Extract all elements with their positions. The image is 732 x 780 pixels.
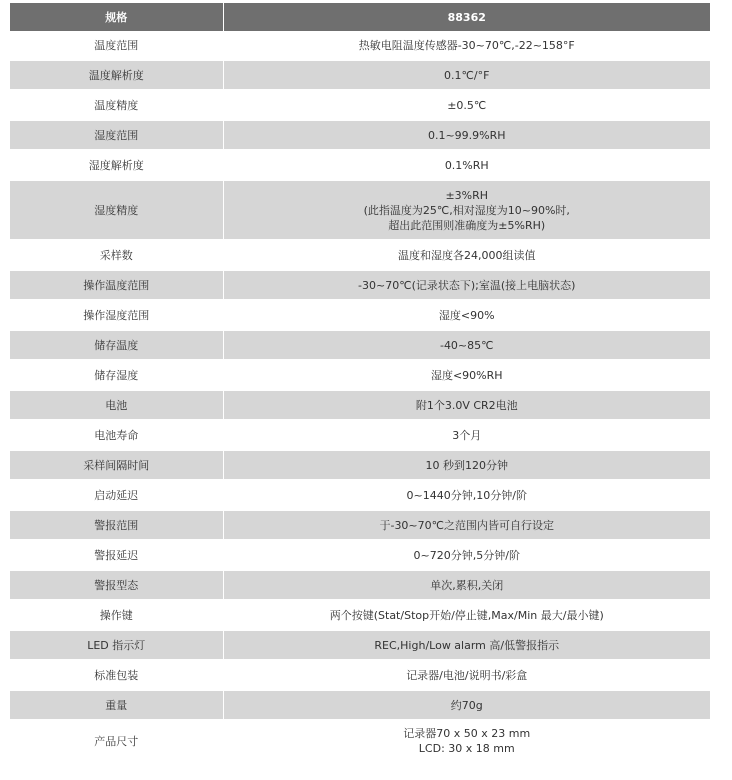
table-row: [10, 660, 710, 690]
spec-label: 标准包装: [10, 660, 223, 690]
spec-value: [223, 720, 710, 762]
table-body: [10, 31, 710, 762]
spec-value: [223, 180, 710, 240]
spec-table-container: [10, 3, 710, 763]
spec-value: [223, 360, 710, 390]
spec-label: 产品尺寸: [10, 720, 223, 762]
spec-value-line: 0~1440分钟,10分钟/阶: [406, 488, 527, 502]
spec-value: [223, 630, 710, 660]
spec-value-line: -40~85℃: [439, 338, 494, 352]
spec-value: [223, 660, 710, 690]
spec-label: 温度解析度: [10, 60, 223, 90]
spec-value-line: LCD: 30 x 18 mm: [418, 742, 515, 755]
spec-value-line: 0.1~99.9%RH: [427, 128, 506, 142]
spec-value: [223, 390, 710, 420]
table-row: [10, 270, 710, 300]
spec-value: [223, 450, 710, 480]
spec-value-line: 超出此范围则准确度为±5%RH): [388, 218, 546, 232]
spec-value-line: 记录器70 x 50 x 23 mm: [403, 727, 531, 740]
table-row: [10, 60, 710, 90]
spec-label: 湿度精度: [10, 180, 223, 240]
spec-label: 湿度解析度: [10, 150, 223, 180]
table-row: [10, 420, 710, 450]
spec-value-line: 约70g: [450, 698, 483, 712]
spec-value-line: 0~720分钟,5分钟/阶: [413, 548, 520, 562]
spec-value: [223, 90, 710, 120]
spec-label: 启动延迟: [10, 480, 223, 510]
table-row: [10, 150, 710, 180]
spec-value-line: 热敏电阻温度传感器-30~70℃,-22~158°F: [358, 38, 575, 52]
spec-value-line: 0.1%RH: [444, 158, 489, 172]
spec-value: [223, 420, 710, 450]
spec-label: 警报延迟: [10, 540, 223, 570]
spec-label: 电池寿命: [10, 420, 223, 450]
table-row: [10, 570, 710, 600]
spec-table: [10, 3, 710, 763]
spec-value: [223, 150, 710, 180]
spec-value-line: (此指温度为25℃,相对湿度为10~90%时,: [363, 203, 570, 217]
spec-value: [223, 600, 710, 630]
spec-label: 警报型态: [10, 570, 223, 600]
spec-value: [223, 300, 710, 330]
spec-value-line: REC,High/Low alarm 高/低警报指示: [374, 638, 560, 652]
spec-value-line: 两个按键(Stat/Stop开始/停止键,Max/Min 最大/最小键): [329, 608, 604, 622]
spec-label: 电池: [10, 390, 223, 420]
spec-value: [223, 120, 710, 150]
table-row: [10, 600, 710, 630]
spec-value-line: 3个月: [452, 428, 482, 442]
spec-label: 采样数: [10, 240, 223, 270]
table-header-row: [10, 3, 710, 31]
spec-value-line: ±0.5℃: [447, 98, 487, 112]
table-row: [10, 390, 710, 420]
spec-value: [223, 570, 710, 600]
table-row: [10, 240, 710, 270]
spec-label: LED 指示灯: [10, 630, 223, 660]
table-row: [10, 690, 710, 720]
table-row: [10, 300, 710, 330]
spec-value: [223, 31, 710, 60]
header-spec: 规格: [10, 3, 223, 31]
spec-label: 温度范围: [10, 31, 223, 60]
table-row: [10, 120, 710, 150]
spec-value-line: 于-30~70℃之范围内皆可自行设定: [379, 518, 555, 532]
header-model: 88362: [223, 3, 710, 31]
table-row: [10, 510, 710, 540]
spec-value: [223, 240, 710, 270]
table-row: [10, 31, 710, 60]
spec-value: [223, 510, 710, 540]
spec-value-line: 湿度<90%RH: [430, 368, 503, 382]
table-row: [10, 90, 710, 120]
spec-value-line: 10 秒到120分钟: [425, 458, 508, 472]
spec-value-line: 记录器/电池/说明书/彩盒: [406, 668, 528, 682]
spec-value: [223, 540, 710, 570]
table-row: [10, 180, 710, 240]
spec-label: 操作键: [10, 600, 223, 630]
spec-label: 温度精度: [10, 90, 223, 120]
table-row: [10, 720, 710, 762]
spec-value-line: 0.1℃/°F: [444, 68, 490, 82]
table-row: [10, 360, 710, 390]
spec-value: [223, 330, 710, 360]
spec-value: [223, 270, 710, 300]
spec-value-line: 湿度<90%: [438, 308, 495, 322]
spec-value-line: ±3%RH: [445, 188, 489, 202]
spec-label: 警报范围: [10, 510, 223, 540]
table-row: [10, 450, 710, 480]
spec-value-line: 附1个3.0V CR2电池: [415, 398, 518, 412]
spec-value: [223, 60, 710, 90]
spec-label: 重量: [10, 690, 223, 720]
table-row: [10, 330, 710, 360]
spec-value-line: 单次,累积,关闭: [430, 578, 504, 592]
spec-label: 湿度范围: [10, 120, 223, 150]
table-row: [10, 630, 710, 660]
spec-label: 储存温度: [10, 330, 223, 360]
spec-label: 操作温度范围: [10, 270, 223, 300]
spec-value-line: 温度和湿度各24,000组读值: [398, 248, 536, 262]
spec-label: 储存湿度: [10, 360, 223, 390]
spec-value: [223, 480, 710, 510]
spec-value: [223, 690, 710, 720]
table-row: [10, 540, 710, 570]
spec-value-line: -30~70℃(记录状态下);室温(接上电脑状态): [358, 278, 576, 292]
spec-label: 操作湿度范围: [10, 300, 223, 330]
table-row: [10, 480, 710, 510]
spec-label: 采样间隔时间: [10, 450, 223, 480]
